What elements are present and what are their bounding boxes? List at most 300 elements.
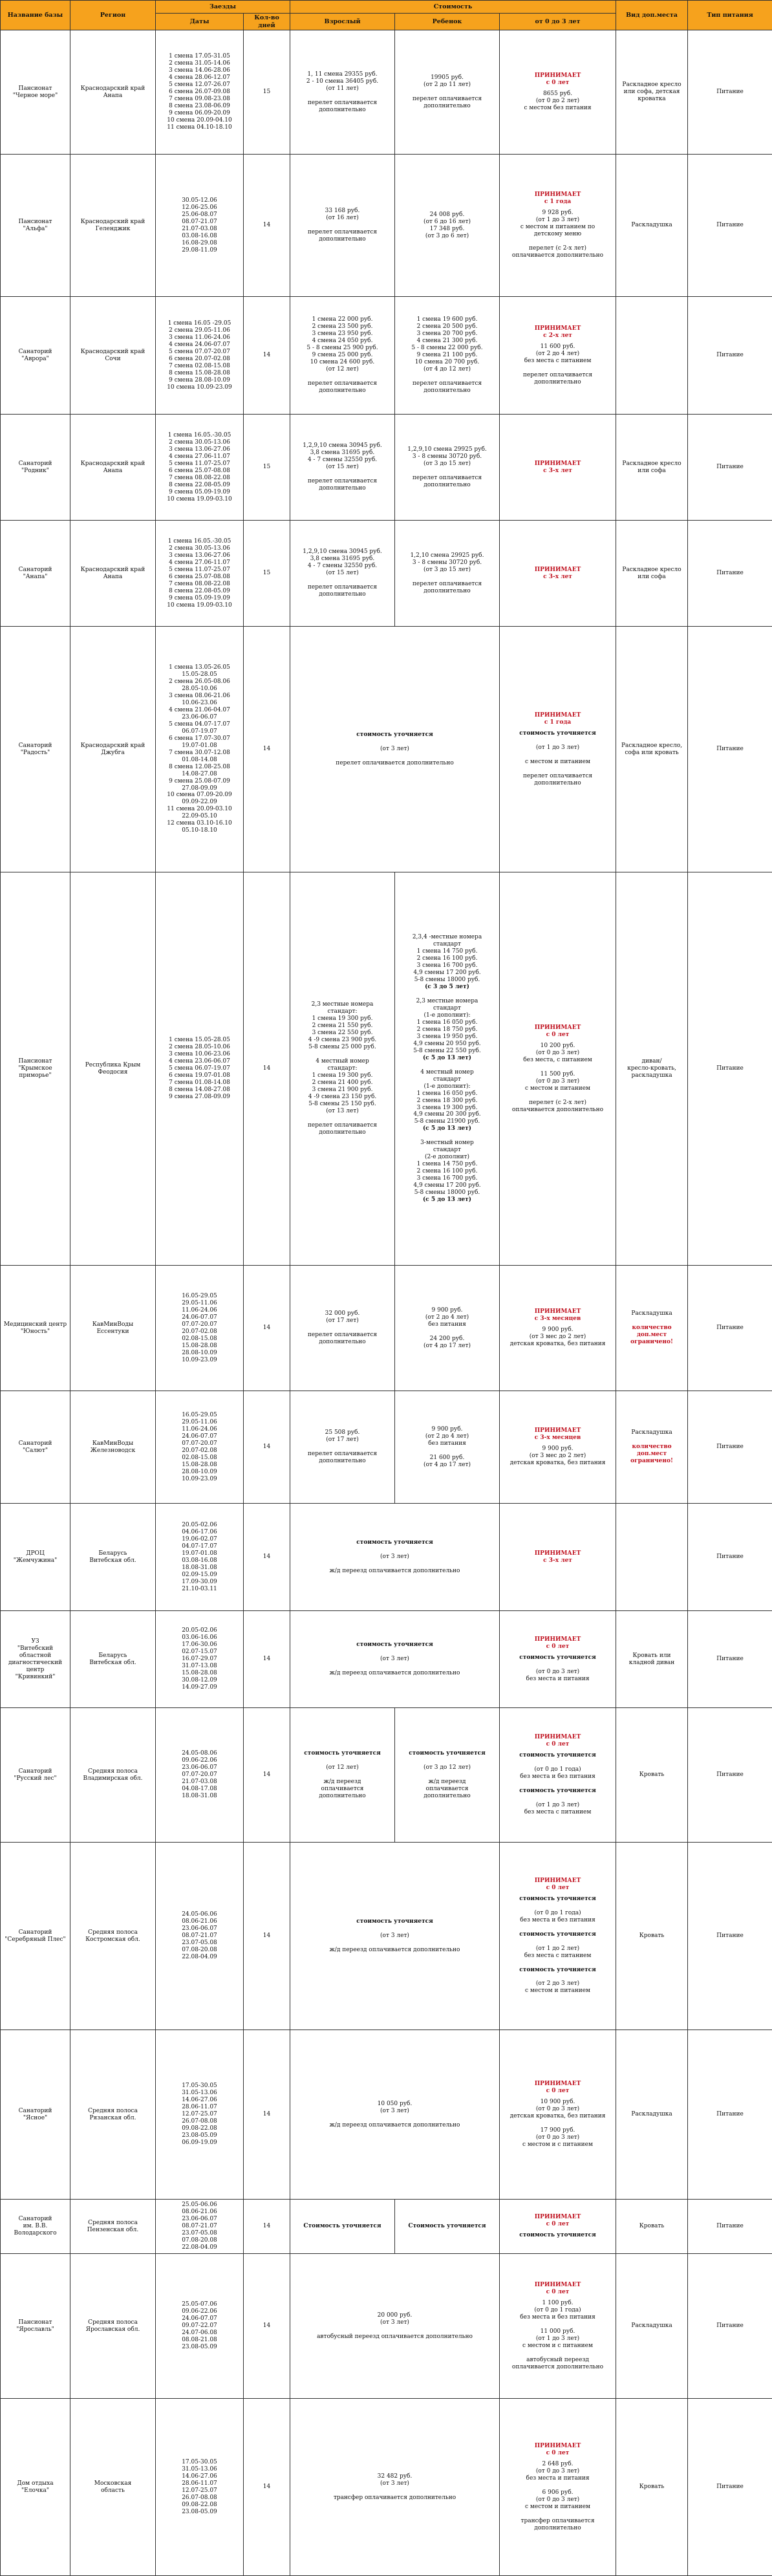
food-type-cell-text: Питание: [690, 2223, 770, 2230]
infant-price-text: 1 100 руб. (от 0 до 1 года) без места и без питания 11 000 руб. (от 1 до 3 лет) с местом и с питанием автобусный переезд оплачивается дополнительно: [502, 2300, 614, 2371]
child-price-cell-text: 2,3,4 -местные номера стандарт 1 смена 14 750 руб. 2 смена 16 100 руб. 3 смена 16 700 руб. 4,9 смены 17 200 руб. 5-8 смены 18000 руб. (с 3 до 5 лет) 2,3 местные номера стандарт (1-е дополнит): 1 смена 16 050 руб. 2 смена 18 750 руб. 3 смена 19 950 руб. 4,9 смены 20 950 руб. 5-8 смены 22 550 руб. (с 5 до 13 лет) 4 местный номер стандарт (1-е дополнит): 1 смена 16 050 руб. 2 смена 18 300 руб. 3 смена 19 300 руб. 4,9 смены 20 300 руб. 5-8 смены 21900 руб. (с 5 до 13 лет) 3-местный номер стандарт (2-е дополнит) 1 смена 14 750 руб. 2 смена 16 100 руб. 3 смена 16 700 руб. 4,9 смены 17 200 руб. 5-8 смены 18000 руб. (с 5 до 13 лет): [397, 934, 497, 1204]
food-type-cell-text: Питание: [690, 1656, 770, 1663]
base-name-cell-text: Санаторий "Русский лес": [3, 1768, 68, 1782]
region-cell-text: Краснодарский край Анапа: [72, 460, 153, 475]
adult-price-cell-text: 1,2,9,10 смена 30945 руб. 3,8 смена 31695 руб. 4 - 7 смены 32550 руб. (от 15 лет) перелет оплачивается дополнительно: [292, 442, 392, 492]
days-cell-text: 14: [246, 1553, 288, 1561]
adult-child-price-cell: [290, 1504, 500, 1611]
food-type-cell-text: Питание: [690, 1325, 770, 1332]
days-cell-text: 14: [246, 1771, 288, 1779]
food-type-cell-text: Питание: [690, 2484, 770, 2491]
table-body: [1, 30, 772, 2576]
days-cell-text: 14: [246, 1932, 288, 1940]
days-cell: [244, 30, 290, 155]
extra-bed-cell: [616, 1266, 688, 1391]
adult-price-cell: [290, 1266, 395, 1391]
table-row: [1, 1611, 772, 1708]
base-name-cell-text: Санаторий "Салют": [3, 1440, 68, 1455]
extra-bed-cell-text: Кровать: [618, 2223, 685, 2230]
base-name-cell: [1, 2030, 70, 2200]
region-cell: [70, 2200, 156, 2254]
region-cell: [70, 2030, 156, 2200]
adult-child-price-cell: [290, 1611, 500, 1708]
adult-price-cell: [290, 872, 395, 1266]
days-cell-text: 15: [246, 570, 288, 577]
infant-price-text: 9 900 руб. (от 3 мес до 2 лет) детская кроватка, без питания: [502, 1445, 614, 1467]
base-name-cell-text: УЗ "Витебский областной диагностический центр "Кривинкий": [3, 1638, 68, 1681]
table-row: [1, 2030, 772, 2200]
dates-cell-text: 20.05-02.06 03.06-16.06 17.06-30.06 02.07-15.07 16.07-29.07 31.07-13.08 15.08-28.08 30.08-12.09 14.09-27.09: [158, 1627, 241, 1691]
dates-cell-text: 24.05-08.06 09.06-22.06 23.06-06.07 07.07-20.07 21.07-03.08 04.08-17.08 18.08-31.08: [158, 1750, 241, 1800]
header-cost-group: Стоимость: [290, 1, 616, 14]
extra-bed-cell: [616, 155, 688, 297]
region-cell-text: Краснодарский край Анапа: [72, 85, 153, 100]
adult-child-price-cell: [290, 627, 500, 872]
days-cell-text: 14: [246, 2484, 288, 2491]
child-price-cell-text: 1,2,10 смена 29925 руб. 3 - 8 смены 30720 руб. (от 3 до 15 лет) перелет оплачивается дополнительно: [397, 552, 497, 595]
region-cell: [70, 627, 156, 872]
dates-cell-text: 24.05-06.06 08.06-21.06 23.06-06.07 08.07-21.07 23.07-05.08 07.08-20.08 22.08-04.09: [158, 1911, 241, 1961]
extra-bed-cell: [616, 2030, 688, 2200]
food-type-cell-text: Питание: [690, 570, 770, 577]
region-cell-text: Средняя полоса Пензенская обл.: [72, 2220, 153, 2234]
child-price-cell: [395, 155, 500, 297]
dates-cell: [156, 415, 244, 521]
accept-age-label: ПРИНИМАЕТ с 3-х месяцев: [502, 1427, 614, 1442]
header-region: Регион: [70, 1, 156, 30]
extra-bed-cell-text: Кровать: [618, 2484, 685, 2491]
base-name-cell: [1, 1391, 70, 1504]
adult-price-cell-text: 25 508 руб. (от 17 лет) перелет оплачивается дополнительно: [292, 1429, 392, 1465]
base-name-cell-text: Санаторий "Родник": [3, 460, 68, 475]
header-child: Ребенок: [395, 14, 500, 30]
base-name-cell: [1, 872, 70, 1266]
dates-cell: [156, 872, 244, 1266]
dates-cell-text: 1 смена 16.05 -29.05 2 смена 29.05-11.06 3 смена 11.06-24.06 4 смена 24.06-07.07 5 смена 07.07-20.07 6 смена 20.07-02.08 7 смена 02.08-15.08 8 смена 15.08-28.08 9 смена 28.08-10.09 10 смена 10.09-23.09: [158, 320, 241, 391]
days-cell: [244, 521, 290, 627]
extra-bed-cell-text: Раскладное кресло или софа, детская кроватка: [618, 81, 685, 103]
adult-price-cell: [290, 1391, 395, 1504]
accept-age-label: ПРИНИМАЕТ с 3-х лет: [502, 460, 614, 475]
dates-cell: [156, 30, 244, 155]
extra-bed-cell-text: диван/ кресло-кровать, раскладушка: [618, 1058, 685, 1079]
extra-bed-cell: [616, 1391, 688, 1504]
food-type-cell: [688, 2254, 772, 2399]
infant-price-text: 8655 руб. (от 0 до 2 лет) с местом без питания: [502, 91, 614, 112]
child-price-cell-text: стоимость уточняется (от 3 до 12 лет) ж/д переезд оплачивается дополнительно: [397, 1750, 497, 1800]
dates-cell-text: 30.05-12.06 12.06-25.06 25.06-08.07 08.07-21.07 21.07-03.08 03.08-16.08 16.08-29.08 29.08-11.09: [158, 197, 241, 254]
adult-price-cell: [290, 155, 395, 297]
extra-bed-cell: [616, 1708, 688, 1843]
adult-child-price-cell-text: 32 482 руб. (от 3 лет) трансфер оплачивается дополнительно: [292, 2473, 497, 2502]
days-cell: [244, 1504, 290, 1611]
adult-price-cell-text: 32 000 руб. (от 17 лет) перелет оплачивается дополнительно: [292, 1310, 392, 1346]
days-cell: [244, 2200, 290, 2254]
extra-bed-cell-text: Кровать: [618, 1771, 685, 1779]
child-price-cell-text: 9 900 руб. (от 2 до 4 лет) без питания 24 200 руб. (от 4 до 17 лет): [397, 1307, 497, 1350]
adult-child-price-cell-text: стоимость уточняется (от 3 лет) ж/д переезд оплачивается дополнительно: [292, 1641, 497, 1677]
infant-cell: [500, 1708, 616, 1843]
adult-price-cell-text: 1,2,9,10 смена 30945 руб. 3,8 смена 31695 руб. 4 - 7 смены 32550 руб. (от 15 лет) перелет оплачивается дополнительно: [292, 548, 392, 598]
infant-cell: [500, 2030, 616, 2200]
table-row: [1, 2254, 772, 2399]
infant-cell: [500, 297, 616, 415]
region-cell-text: Средняя полоса Костромская обл.: [72, 1929, 153, 1943]
days-cell: [244, 415, 290, 521]
extra-bed-cell: [616, 2200, 688, 2254]
header-days: Кол-во дней: [244, 14, 290, 30]
extra-bed-cell-text: Раскладушка количество доп.мест ограничено!: [618, 1310, 685, 1346]
table-row: [1, 521, 772, 627]
dates-cell-text: 17.05-30.05 31.05-13.06 14.06-27.06 28.06-11.07 12.07-25.07 26.07-08.08 09.08-22.08 23.08-05.09 06.09-19.09: [158, 2083, 241, 2147]
infant-cell: [500, 1266, 616, 1391]
dates-cell-text: 25.05-07.06 09.06-22.06 24.06-07.07 09.07-22.07 24.07-06.08 08.08-21.08 23.08-05.09: [158, 2301, 241, 2351]
dates-cell: [156, 2200, 244, 2254]
region-cell-text: Краснодарский край Джубга: [72, 742, 153, 757]
infant-price-text: 11 600 руб. (от 2 до 4 лет) без места с питанием перелет оплачивается дополнительно: [502, 343, 614, 386]
extra-bed-cell-text: Раскладушка: [618, 2322, 685, 2330]
accept-age-label: ПРИНИМАЕТ с 3-х лет: [502, 1550, 614, 1564]
child-price-cell: [395, 30, 500, 155]
infant-price-text: стоимость уточняется (от 0 до 1 года) без места и без питания стоимость уточняется (от 1 до 2 лет) без места с питанием стоимость уточняется (от 2 до 3 лет) с местом и питанием: [502, 1896, 614, 1995]
adult-price-cell-text: 2,3 местные номера стандарт: 1 смена 19 300 руб. 2 смена 21 550 руб. 3 смена 22 550 руб. 4 -9 смена 23 900 руб. 5-8 смены 25 000 руб. 4 местный номер стандарт: 1 смена 19 300 руб. 2 смена 21 400 руб. 3 смена 21 900 руб. 4 -9 смена 23 150 руб. 5-8 смены 25 150 руб. (от 13 лет) перелет оплачивается дополнительно: [292, 1001, 392, 1136]
food-type-cell: [688, 2030, 772, 2200]
accept-age-label: ПРИНИМАЕТ с 3-х лет: [502, 567, 614, 581]
table-row: [1, 2200, 772, 2254]
base-name-cell: [1, 1843, 70, 2030]
base-name-cell-text: Пансионат "Ярославль": [3, 2319, 68, 2333]
region-cell-text: Республика Крым Феодосия: [72, 1062, 153, 1076]
table-row: [1, 30, 772, 155]
food-type-cell-text: Питание: [690, 1932, 770, 1940]
dates-cell: [156, 521, 244, 627]
region-cell: [70, 155, 156, 297]
region-cell: [70, 1504, 156, 1611]
adult-price-cell-text: 33 168 руб. (от 16 лет) перелет оплачивается дополнительно: [292, 208, 392, 243]
days-cell-text: 14: [246, 1656, 288, 1663]
food-type-cell: [688, 297, 772, 415]
adult-price-cell: [290, 30, 395, 155]
adult-price-cell: [290, 415, 395, 521]
table-row: [1, 1504, 772, 1611]
table-row: [1, 1708, 772, 1843]
extra-bed-cell: [616, 2399, 688, 2576]
table-row: [1, 627, 772, 872]
infant-price-text: 9 928 руб. (от 1 до 3 лет) с местом и питанием по детскому меню перелет (с 2-х лет) оплачивается дополнительно: [502, 210, 614, 259]
dates-cell-text: 20.05-02.06 04.06-17.06 19.06-02.07 04.07-17.07 19.07-01.08 03.08-16.08 18.08-31.08 02.09-15.09 17.09-30.09 21.10-03.11: [158, 1522, 241, 1593]
dates-cell: [156, 627, 244, 872]
food-type-cell-text: Питание: [690, 352, 770, 359]
region-cell: [70, 1611, 156, 1708]
child-price-cell: [395, 1266, 500, 1391]
base-name-cell: [1, 2200, 70, 2254]
accept-age-label: ПРИНИМАЕТ с 0 лет: [502, 2443, 614, 2457]
extra-bed-cell: [616, 627, 688, 872]
dates-cell-text: 1 смена 16.05.-30.05 2 смена 30.05-13.06 3 смена 13.06-27.06 4 смена 27.06-11.07 5 смена 11.07-25.07 6 смена 25.07-08.08 7 смена 08.08-22.08 8 смена 22.08-05.09 9 смена 05.09-19.09 10 смена 19.09-03.10: [158, 538, 241, 609]
days-cell: [244, 297, 290, 415]
base-name-cell: [1, 1266, 70, 1391]
infant-cell: [500, 155, 616, 297]
food-type-cell: [688, 521, 772, 627]
infant-price-text: стоимость уточняется (от 1 до 3 лет) с местом и питанием перелет оплачивается дополнительно: [502, 730, 614, 787]
accept-age-label: ПРИНИМАЕТ с 1 года: [502, 712, 614, 726]
extra-bed-cell-text: Раскладушка: [618, 2111, 685, 2118]
base-name-cell: [1, 2254, 70, 2399]
extra-bed-cell-text: Раскладушка: [618, 222, 685, 229]
food-type-cell-text: Питание: [690, 1065, 770, 1072]
days-cell-text: 15: [246, 464, 288, 471]
base-name-cell: [1, 155, 70, 297]
table-row: [1, 1391, 772, 1504]
header-dates: Даты: [156, 14, 244, 30]
dates-cell: [156, 1504, 244, 1611]
infant-cell: [500, 2200, 616, 2254]
extra-bed-cell: [616, 2254, 688, 2399]
days-cell: [244, 1391, 290, 1504]
extra-bed-cell: [616, 30, 688, 155]
region-cell-text: Московская область: [72, 2480, 153, 2495]
infant-price-text: 10 200 руб. (от 0 до 3 лет) без места, с питанием 11 500 руб. (от 0 до 3 лет) с местом и питанием перелет (с 2-х лет) оплачивается дополнительно: [502, 1043, 614, 1114]
base-name-cell-text: Санаторий им. В.В. Володарского: [3, 2216, 68, 2237]
food-type-cell: [688, 1843, 772, 2030]
adult-child-price-cell-text: 10 050 руб. (от 3 лет) ж/д переезд оплачивается дополнительно: [292, 2101, 497, 2129]
extra-bed-cell-text: Раскладное кресло или софа: [618, 460, 685, 475]
adult-child-price-cell: [290, 2030, 500, 2200]
dates-cell-text: 17.05-30.05 31.05-13.06 14.06-27.06 28.06-11.07 12.07-25.07 26.07-08.08 09.08-22.08 23.08-05.09: [158, 2459, 241, 2516]
dates-cell: [156, 2254, 244, 2399]
food-type-cell-text: Питание: [690, 1771, 770, 1779]
region-cell: [70, 297, 156, 415]
food-type-cell-text: Питание: [690, 1444, 770, 1451]
header-extra-bed: Вид доп.места: [616, 1, 688, 30]
food-type-cell: [688, 1611, 772, 1708]
infant-cell: [500, 521, 616, 627]
base-name-cell: [1, 1708, 70, 1843]
accept-age-label: ПРИНИМАЕТ с 0 лет: [502, 2282, 614, 2296]
days-cell: [244, 1843, 290, 2030]
region-cell: [70, 872, 156, 1266]
food-type-cell-text: Питание: [690, 746, 770, 753]
extra-bed-cell: [616, 1504, 688, 1611]
base-name-cell: [1, 521, 70, 627]
child-price-cell-text: 19905 руб. (от 2 до 11 лет) перелет оплачивается дополнительно: [397, 74, 497, 110]
food-type-cell: [688, 1391, 772, 1504]
days-cell-text: 15: [246, 89, 288, 96]
days-cell-text: 14: [246, 2223, 288, 2230]
extra-bed-cell-text: Кровать: [618, 1932, 685, 1940]
region-cell: [70, 415, 156, 521]
food-type-cell: [688, 1266, 772, 1391]
extra-bed-cell-text: Раскладное кресло или софа: [618, 567, 685, 581]
base-name-cell: [1, 2399, 70, 2576]
region-cell-text: Средняя полоса Ярославская обл.: [72, 2319, 153, 2333]
days-cell: [244, 2399, 290, 2576]
days-cell: [244, 1266, 290, 1391]
adult-price-cell: [290, 521, 395, 627]
adult-child-price-cell: [290, 1843, 500, 2030]
base-name-cell-text: Пансионат "Черное море": [3, 85, 68, 100]
dates-cell-text: 1 смена 13.05-26.05 15.05-28.05 2 смена 26.05-08.06 28.05-10.06 3 смена 08.06-21.06 10.06-23.06 4 смена 21.06-04.07 23.06-06.07 5 смена 04.07-17.07 06.07-19.07 6 смена 17.07-30.07 19.07-01.08 7 смена 30.07-12.08 01.08-14.08 8 смена 12.08-25.08 14.08-27.08 9 смена 25.08-07.09 27.08-09.09 10 смена 07.09-20.09 09.09-22.09 11 смена 20.09-03.10 22.09-05.10 12 смена 03.10-16.10 05.10-18.10: [158, 664, 241, 834]
child-price-cell-text: 1 смена 19 600 руб. 2 смена 20 500 руб. 3 смена 20 700 руб. 4 смена 21 300 руб. 5 - 8 смены 22 000 руб. 9 смена 21 100 руб. 10 смена 20 700 руб. (от 4 до 12 лет) перелет оплачивается дополнительно: [397, 316, 497, 395]
extra-bed-cell: [616, 415, 688, 521]
infant-cell: [500, 1843, 616, 2030]
region-cell: [70, 1391, 156, 1504]
infant-cell: [500, 627, 616, 872]
food-type-cell: [688, 30, 772, 155]
accept-age-label: ПРИНИМАЕТ с 0 лет: [502, 1734, 614, 1748]
base-name-cell-text: Санаторий "Серебряный Плес": [3, 1929, 68, 1943]
base-name-cell-text: ДРОЦ "Жемчужина": [3, 1550, 68, 1564]
extra-bed-cell: [616, 521, 688, 627]
dates-cell-text: 1 смена 17.05-31.05 2 смена 31.05-14.06 3 смена 14.06-28.06 4 смена 28.06-12.07 5 смена 12.07-26.07 6 смена 26.07-09.08 7 смена 09.08-23.08 8 смена 23.08-06.09 9 смена 06.09-20.09 10 смена 20.09-04.10 11 смена 04.10-18.10: [158, 53, 241, 131]
child-price-cell-text: 9 900 руб. (от 2 до 4 лет) без питания 21 600 руб. (от 4 до 17 лет): [397, 1426, 497, 1469]
food-type-cell: [688, 1504, 772, 1611]
region-cell-text: Средняя полоса Владимирская обл.: [72, 1768, 153, 1782]
region-cell: [70, 2399, 156, 2576]
days-cell-text: 14: [246, 2111, 288, 2118]
infant-price-text: стоимость уточняется (от 0 до 3 лет) без места и питания: [502, 1654, 614, 1683]
extra-bed-cell-text: Кровать или кладной диван: [618, 1652, 685, 1667]
accept-age-label: ПРИНИМАЕТ с 0 лет: [502, 1878, 614, 1892]
base-name-cell: [1, 415, 70, 521]
dates-cell: [156, 1391, 244, 1504]
adult-child-price-cell-text: стоимость уточняется (от 3 лет) ж/д переезд оплачивается дополнительно: [292, 1539, 497, 1575]
region-cell-text: КавМинВоды Железноводск: [72, 1440, 153, 1455]
adult-price-cell-text: 1 смена 22 000 руб. 2 смена 23 500 руб. 3 смена 23 950 руб. 4 смена 24 050 руб. 5 - 8 смены 25 900 руб. 9 смена 25 000 руб. 10 смена 24 600 руб. (от 12 лет) перелет оплачивается дополнительно: [292, 316, 392, 395]
accept-age-label: ПРИНИМАЕТ с 1 года: [502, 191, 614, 206]
table-row: [1, 297, 772, 415]
adult-child-price-cell-text: стоимость уточняется (от 3 лет) ж/д переезд оплачивается дополнительно: [292, 1918, 497, 1954]
base-name-cell-text: Пансионат "Крымское приморье": [3, 1058, 68, 1079]
accept-age-label: ПРИНИМАЕТ с 3-х месяцев: [502, 1308, 614, 1323]
region-cell-text: Краснодарский край Геленджик: [72, 219, 153, 233]
food-type-cell-text: Питание: [690, 2322, 770, 2330]
infant-cell: [500, 30, 616, 155]
extra-bed-cell: [616, 872, 688, 1266]
food-type-cell: [688, 415, 772, 521]
base-name-cell: [1, 297, 70, 415]
region-cell-text: Краснодарский край Анапа: [72, 567, 153, 581]
dates-cell: [156, 155, 244, 297]
dates-cell: [156, 2399, 244, 2576]
food-type-cell-text: Питание: [690, 1553, 770, 1561]
dates-cell-text: 16.05-29.05 29.05-11.06 11.06-24.06 24.06-07.07 07.07-20.07 20.07-02.08 02.08-15.08 15.08-28.08 28.08-10.09 10.09-23.09: [158, 1293, 241, 1364]
adult-child-price-cell-text: 20 000 руб. (от 3 лет) автобусный переезд оплачивается дополнительно: [292, 2312, 497, 2341]
days-cell-text: 14: [246, 1065, 288, 1072]
extra-bed-cell: [616, 297, 688, 415]
child-price-cell: [395, 297, 500, 415]
dates-cell-text: 1 смена 15.05-28.05 2 смена 28.05-10.06 3 смена 10.06-23.06 4 смена 23.06-06.07 5 смена 06.07-19.07 6 смена 19.07-01.08 7 смена 01.08-14.08 8 смена 14.08-27.08 9 смена 27.08-09.09: [158, 1037, 241, 1101]
adult-price-cell-text: 1, 11 смена 29355 руб. 2 - 10 смена 36405 руб. (от 11 лет) перелет оплачивается дополнительно: [292, 71, 392, 114]
infant-cell: [500, 872, 616, 1266]
child-price-cell: [395, 872, 500, 1266]
days-cell-text: 14: [246, 1325, 288, 1332]
base-name-cell: [1, 1504, 70, 1611]
child-price-cell-text: 24 008 руб. (от 6 до 16 лет) 17 348 руб. (от 3 до 6 лет): [397, 211, 497, 240]
region-cell: [70, 1708, 156, 1843]
table-row: [1, 872, 772, 1266]
food-type-cell: [688, 627, 772, 872]
region-cell-text: Беларусь Витебская обл.: [72, 1550, 153, 1564]
accept-age-label: ПРИНИМАЕТ с 0 лет: [502, 1636, 614, 1651]
extra-bed-cell-text: Раскладное кресло, софа или кровать: [618, 742, 685, 757]
accept-age-label: ПРИНИМАЕТ с 0 лет: [502, 72, 614, 87]
base-name-cell-text: Санаторий "Ясное": [3, 2108, 68, 2122]
table-row: [1, 415, 772, 521]
infant-cell: [500, 415, 616, 521]
dates-cell-text: 25.05-06.06 08.06-21.06 23.06-06.07 08.07-21.07 23.07-05.08 07.08-20.08 22.08-04.09: [158, 2202, 241, 2251]
base-name-cell: [1, 1611, 70, 1708]
dates-cell: [156, 1708, 244, 1843]
base-name-cell-text: Санаторий "Радость": [3, 742, 68, 757]
days-cell-text: 14: [246, 222, 288, 229]
days-cell-text: 14: [246, 1444, 288, 1451]
food-type-cell: [688, 155, 772, 297]
infant-price-text: 10 900 руб. (от 0 до 3 лет) детская кроватка, без питания 17 900 руб. (от 0 до 3 лет) с местом и с питанием: [502, 2099, 614, 2148]
base-name-cell: [1, 30, 70, 155]
dates-cell: [156, 2030, 244, 2200]
days-cell-text: 14: [246, 352, 288, 359]
extra-bed-cell: [616, 1611, 688, 1708]
accept-age-label: ПРИНИМАЕТ с 0 лет: [502, 2214, 614, 2228]
child-price-cell: [395, 1391, 500, 1504]
accept-age-label: ПРИНИМАЕТ с 0 лет: [502, 2081, 614, 2095]
food-type-cell-text: Питание: [690, 89, 770, 96]
adult-child-price-cell: [290, 2399, 500, 2576]
region-cell: [70, 1843, 156, 2030]
accept-age-label: ПРИНИМАЕТ с 2-х лет: [502, 325, 614, 340]
food-type-cell: [688, 2200, 772, 2254]
header-sessions-group: Заезды: [156, 1, 290, 14]
base-name-cell: [1, 627, 70, 872]
food-type-cell-text: Питание: [690, 464, 770, 471]
adult-child-price-cell: [290, 2254, 500, 2399]
child-price-cell: [395, 415, 500, 521]
infant-cell: [500, 2399, 616, 2576]
days-cell: [244, 627, 290, 872]
table-row: [1, 1843, 772, 2030]
dates-cell: [156, 1611, 244, 1708]
dates-cell: [156, 1843, 244, 2030]
food-type-cell: [688, 1708, 772, 1843]
region-cell: [70, 521, 156, 627]
adult-price-cell-text: Стоимость уточняется: [292, 2223, 392, 2230]
dates-cell-text: 16.05-29.05 29.05-11.06 11.06-24.06 24.06-07.07 07.07-20.07 20.07-02.08 02.08-15.08 15.08-28.08 28.08-10.09 10.09-23.09: [158, 1412, 241, 1483]
child-price-cell: [395, 2200, 500, 2254]
infant-price-text: 9 900 руб. (от 3 мес до 2 лет) детская кроватка, без питания: [502, 1326, 614, 1348]
child-price-cell: [395, 1708, 500, 1843]
header-base: Название базы: [1, 1, 70, 30]
infant-price-text: 2 648 руб. (от 0 до 3 лет) без места и питания 6 906 руб. (от 0 до 3 лет) с местом и питанием трансфер оплачивается дополнительно: [502, 2461, 614, 2532]
adult-price-cell: [290, 1708, 395, 1843]
dates-cell: [156, 297, 244, 415]
table-row: [1, 1266, 772, 1391]
infant-cell: [500, 2254, 616, 2399]
child-price-cell: [395, 521, 500, 627]
base-name-cell-text: Санаторий "Анапа": [3, 567, 68, 581]
region-cell-text: Беларусь Витебская обл.: [72, 1652, 153, 1667]
adult-child-price-cell-text: стоимость уточняется (от 3 лет) перелет оплачивается дополнительно: [292, 731, 497, 767]
region-cell-text: КавМинВоды Ессентуки: [72, 1321, 153, 1336]
infant-cell: [500, 1391, 616, 1504]
table-row: [1, 155, 772, 297]
adult-price-cell: [290, 2200, 395, 2254]
days-cell: [244, 2254, 290, 2399]
header-food: Тип питания: [688, 1, 772, 30]
infant-price-text: стоимость уточняется (от 0 до 1 года) без места и без питания стоимость уточняется (от 1 до 3 лет) без места с питанием: [502, 1752, 614, 1816]
infant-cell: [500, 1504, 616, 1611]
region-cell-text: Краснодарский край Сочи: [72, 349, 153, 363]
